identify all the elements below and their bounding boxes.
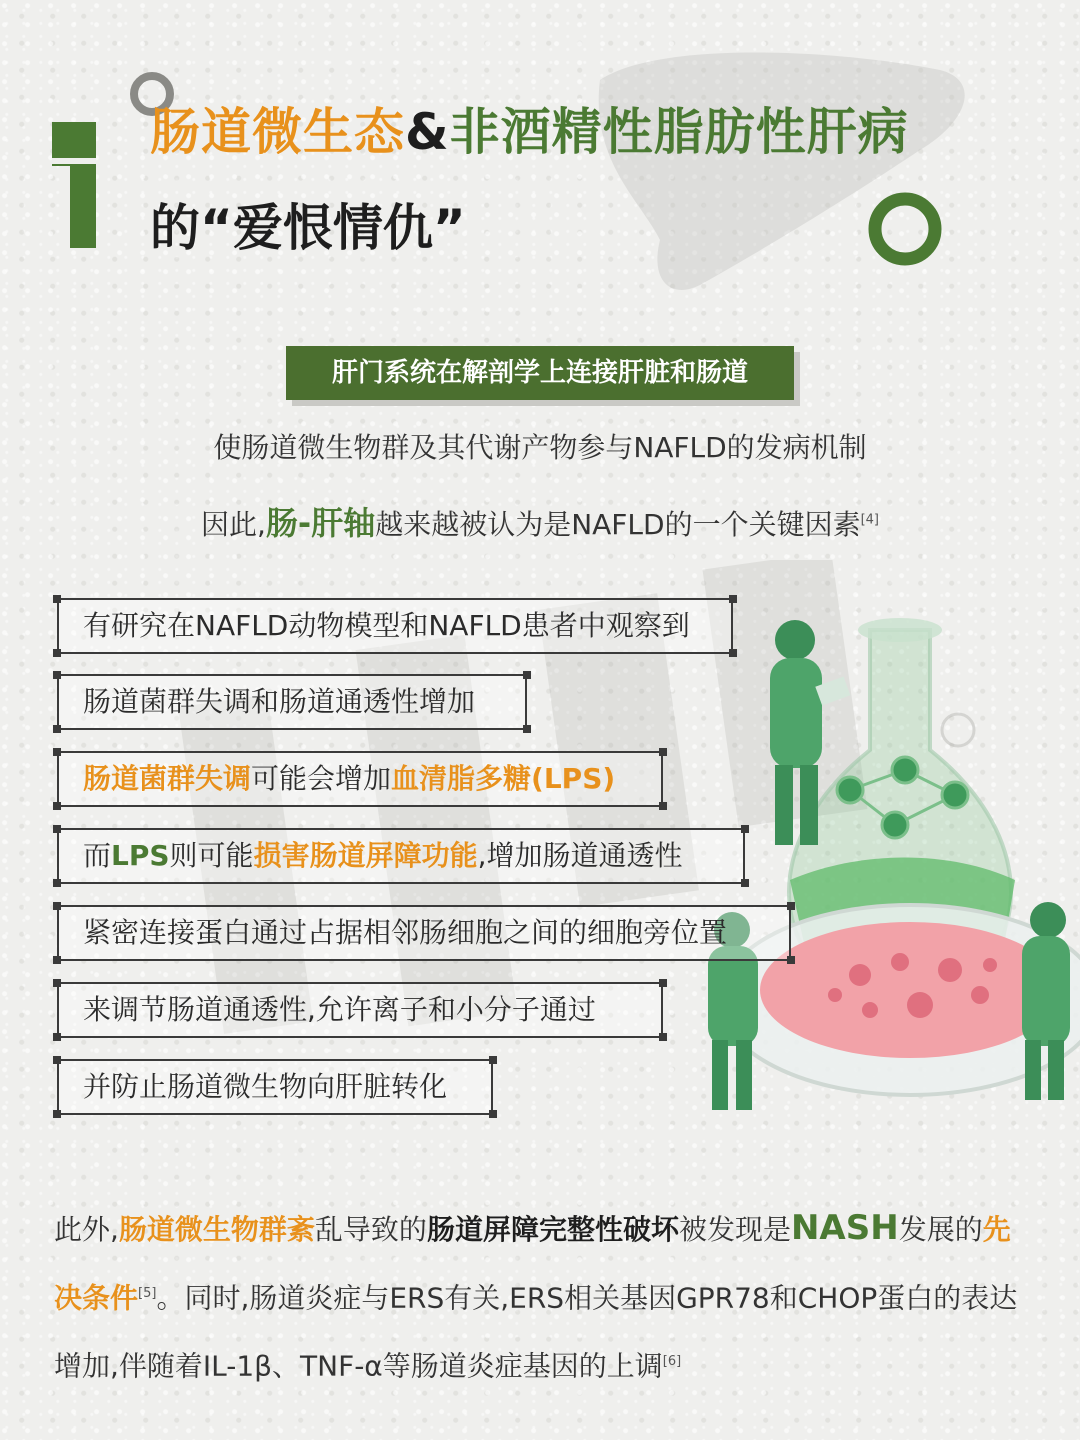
decorative-ring-icon	[866, 190, 944, 268]
intro-line-1: 使肠道微生物群及其代谢产物参与NAFLD的发病机制	[213, 431, 867, 464]
section-number-1	[52, 122, 96, 248]
section-label: 肝门系统在解剖学上连接肝脏和肠道	[286, 346, 794, 400]
info-box: 肠道菌群失调和肠道通透性增加	[57, 674, 527, 730]
info-box: 而LPS则可能损害肠道屏障功能,增加肠道通透性	[57, 828, 745, 884]
page-title-line2: 的“爱恨情仇”	[150, 199, 466, 257]
info-box: 肠道菌群失调可能会增加血清脂多糖(LPS)	[57, 751, 663, 807]
intro-line-2: 因此,肠-肝轴越来越被认为是NAFLD的一个关键因素[4]	[201, 504, 879, 542]
info-box: 紧密连接蛋白通过占据相邻肠细胞之间的细胞旁位置	[57, 905, 791, 961]
info-box: 有研究在NAFLD动物模型和NAFLD患者中观察到	[57, 598, 733, 654]
body-paragraph: 此外,肠道微生物群紊乱导致的肠道屏障完整性破坏被发现是NASH发展的先决条件[5]。同时,肠道炎症与ERS有关,ERS相关基因GPR78和CHOP蛋白的表达增加,伴随着IL-1β、TNF-α等肠道炎症基因的上调[6]	[54, 1208, 1018, 1383]
info-box: 并防止肠道微生物向肝脏转化	[57, 1059, 493, 1115]
page-title-line1: 肠道微生态&非酒精性脂肪性肝病	[150, 103, 909, 161]
info-box: 来调节肠道通透性,允许离子和小分子通过	[57, 982, 663, 1038]
